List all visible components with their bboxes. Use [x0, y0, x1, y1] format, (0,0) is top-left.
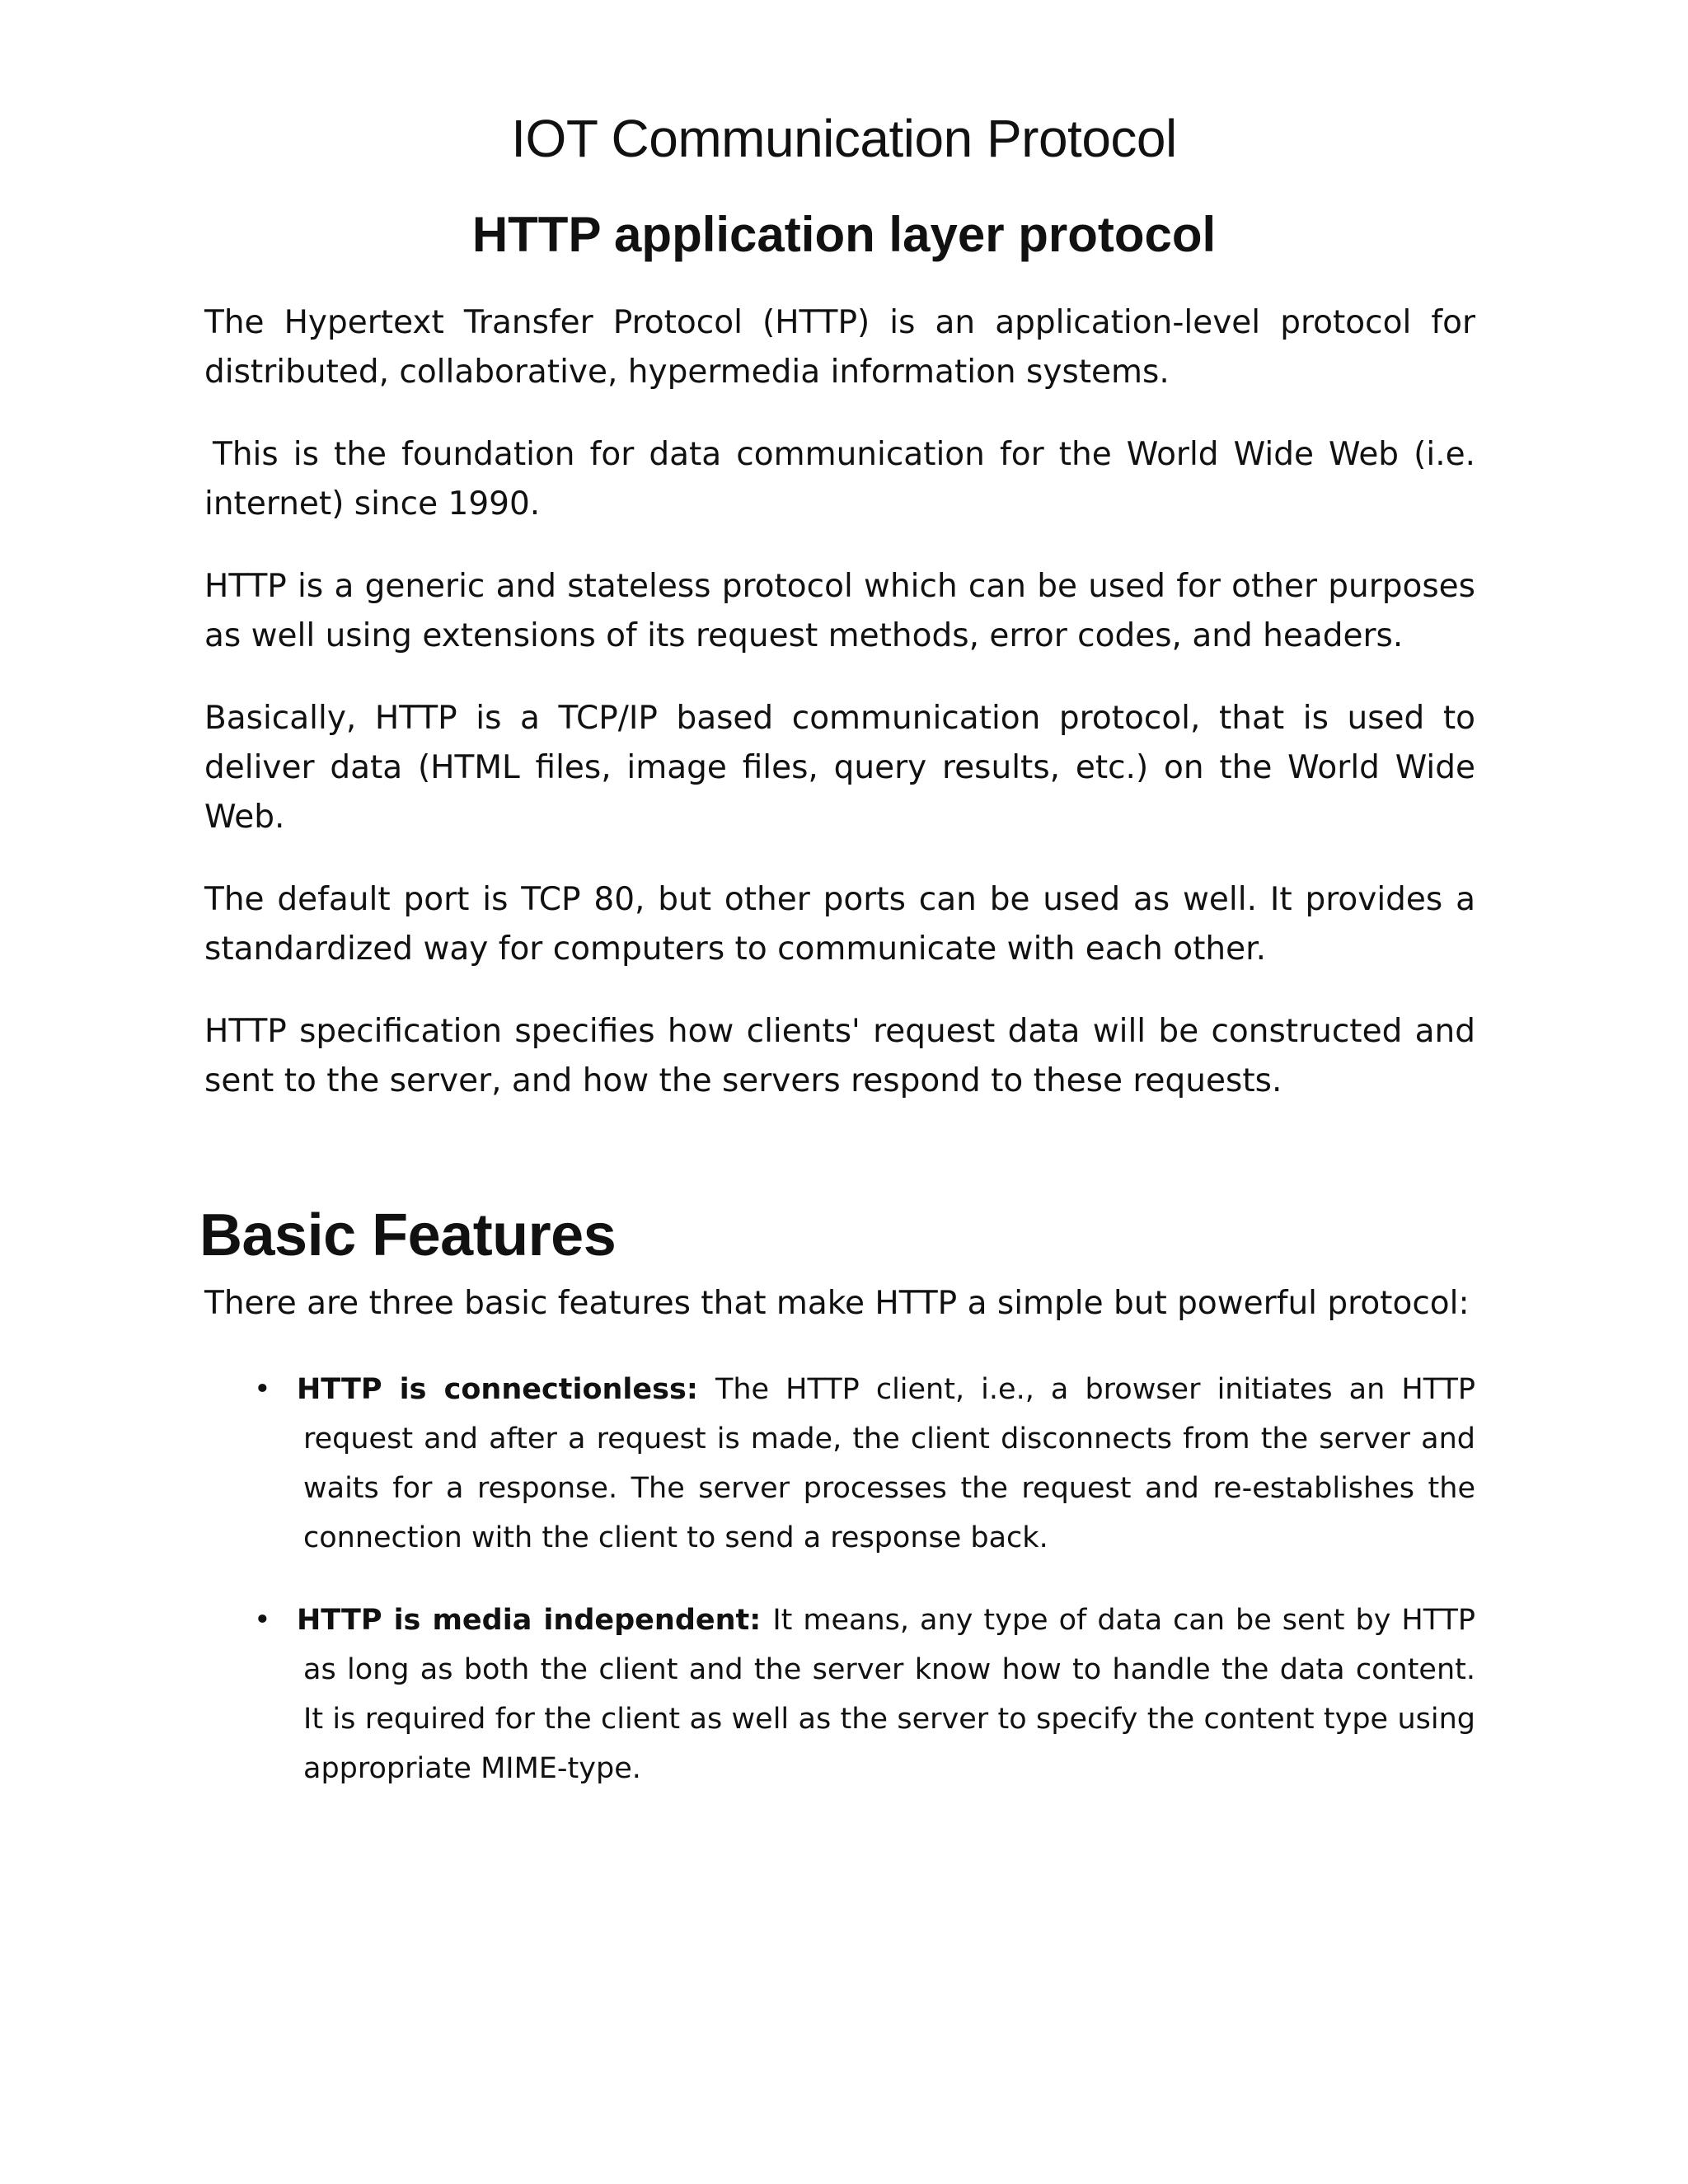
feature-text: It means, any type of data can be sent by HTTP as long as both the client and the server know how to handle the data content. It is required for the client as well as the server to specify the content type using appropriate MIME-type.	[303, 1604, 1475, 1785]
document-body	[199, 298, 1475, 1826]
feature-item-connectionless	[204, 1365, 1475, 1563]
paragraph-specification: HTTP specification specifies how clients' request data will be constructed and sent to the server, and how the servers respond to these requests.	[204, 1013, 1475, 1099]
feature-term: HTTP is media independent:	[297, 1604, 773, 1637]
features-list	[204, 1365, 1475, 1793]
features-intro: There are three basic features that make HTTP a simple but powerful protocol:	[204, 1285, 1470, 1322]
features-heading: Basic Features	[199, 1202, 617, 1268]
feature-text: The HTTP client, i.e., a browser initiates an HTTP request and after a request is made, the client disconnects from the server and waits for a response. The server processes the request and re-establishes the connection with the client to send a response back.	[303, 1373, 1475, 1554]
feature-item-media-independent	[204, 1596, 1475, 1793]
bullet-icon: •	[254, 1373, 271, 1406]
document-title: IOT Communication Protocol	[511, 109, 1177, 168]
bullet-icon: •	[254, 1604, 271, 1637]
paragraph-tcp-ip: Basically, HTTP is a TCP/IP based communication protocol, that is used to deliver data (HTML files, image files, query results, etc.) on the World Wide Web.	[204, 700, 1475, 836]
paragraph-stateless: HTTP is a generic and stateless protocol which can be used for other purposes as well using extensions of its request methods, error codes, and headers.	[204, 568, 1475, 654]
paragraph-www-foundation: This is the foundation for data communication for the World Wide Web (i.e. internet) since 1990.	[204, 436, 1475, 523]
feature-term: HTTP is connectionless:	[297, 1373, 715, 1406]
section-title: HTTP application layer protocol	[471, 207, 1217, 262]
paragraph-http-definition: The Hypertext Transfer Protocol (HTTP) is an application-level protocol for distributed, collaborative, hypermedia information systems.	[204, 304, 1475, 391]
paragraph-default-port: The default port is TCP 80, but other ports can be used as well. It provides a standardized way for computers to communicate with each other.	[204, 881, 1475, 968]
